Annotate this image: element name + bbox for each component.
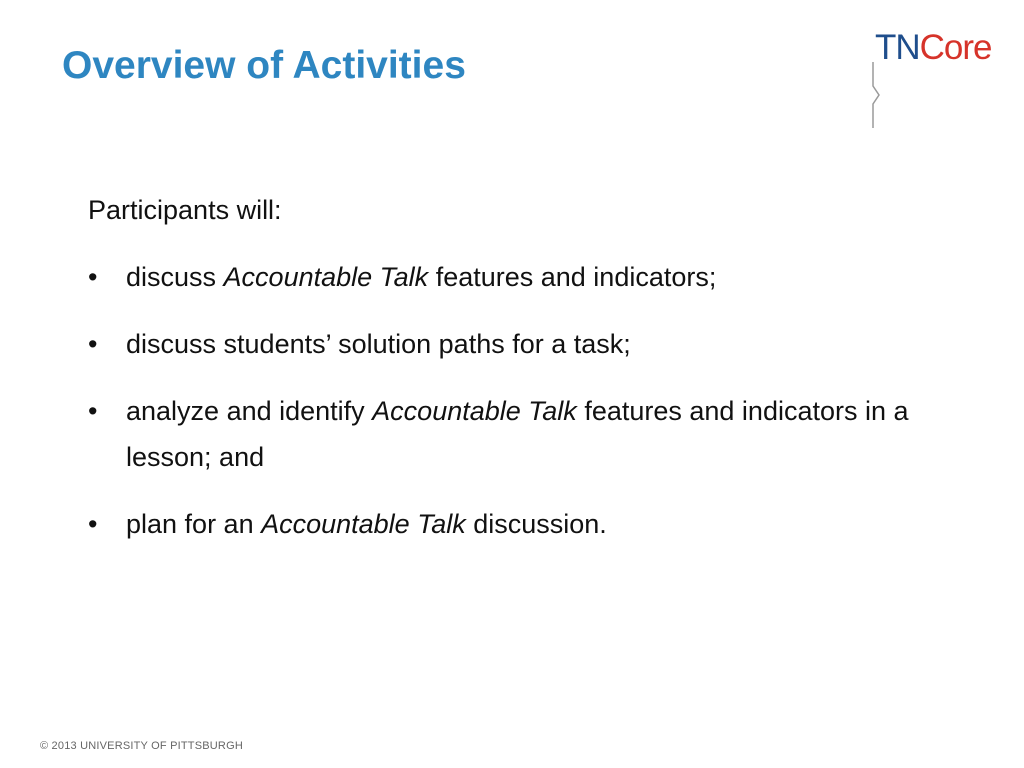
item-emphasis: Accountable Talk — [372, 396, 577, 426]
copyright-footer: © 2013 UNIVERSITY OF PITTSBURGH — [40, 740, 243, 752]
item-text: plan for an — [126, 509, 262, 539]
logo-tn-text: TN — [875, 28, 920, 67]
slide-title: Overview of Activities — [62, 44, 466, 87]
item-text: discuss — [126, 262, 224, 292]
slide-body — [88, 187, 968, 568]
activity-item-2 — [88, 321, 968, 367]
bullet-icon: • — [88, 396, 98, 426]
tncore-logo — [875, 26, 992, 70]
activity-list — [88, 254, 968, 547]
item-text: discuss students’ solution paths for a task; — [126, 329, 631, 359]
activity-item-4 — [88, 501, 968, 547]
item-emphasis: Accountable Talk — [261, 509, 466, 539]
logo-chevron-line-icon — [868, 62, 888, 128]
item-text: analyze and identify — [126, 396, 373, 426]
item-emphasis: Accountable Talk — [223, 262, 429, 292]
bullet-icon: • — [88, 509, 98, 539]
activity-item-1 — [88, 254, 968, 300]
item-text-tail: features and indicators; — [428, 262, 717, 292]
item-text-tail: discussion. — [465, 509, 607, 539]
bullet-icon: • — [88, 262, 98, 292]
intro-text: Participants will: — [88, 195, 282, 225]
bullet-icon: • — [88, 329, 98, 359]
logo-core-text: Core — [919, 28, 992, 67]
activity-item-3 — [88, 388, 968, 480]
item-text-tail: features and indicators in a lesson; and — [126, 396, 909, 472]
